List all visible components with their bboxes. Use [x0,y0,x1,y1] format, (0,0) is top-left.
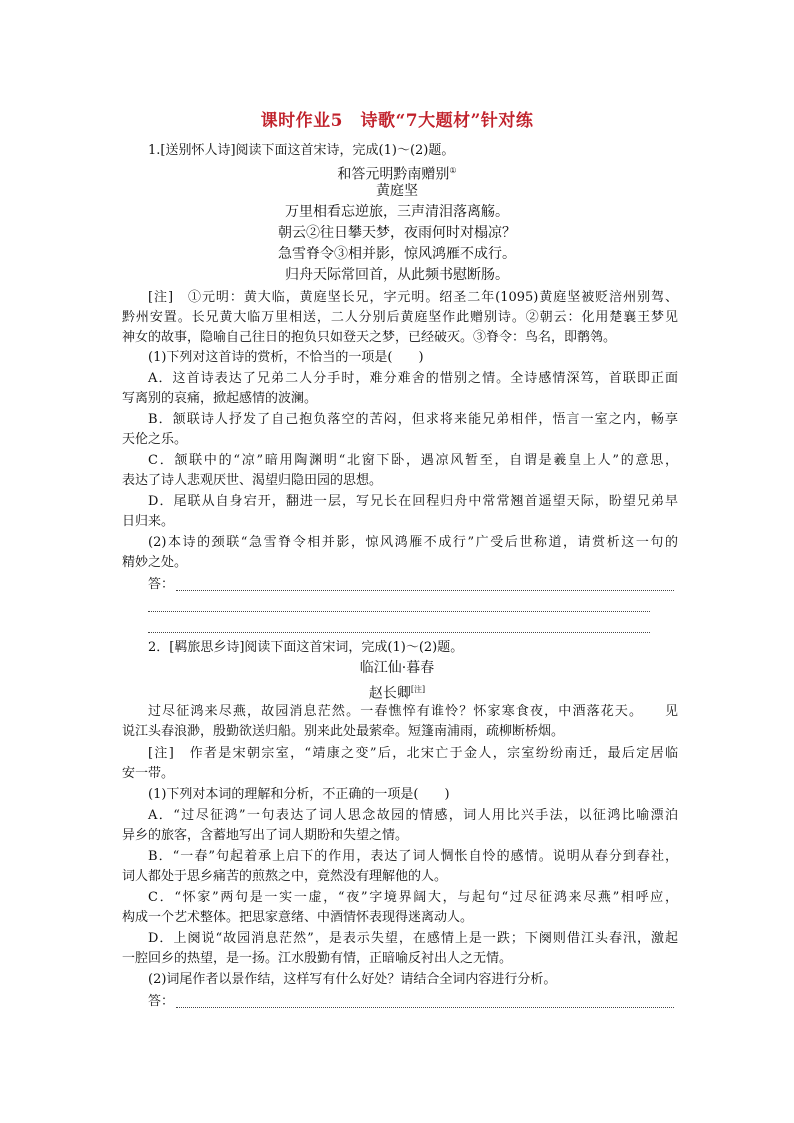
q2-note-line-1: [注] 作者是宋朝宗室，“靖康之变”后，北宋亡于金人，宗室纷纷南迁，最后定居临 [148,746,678,761]
q2-ci-line-1: 过尽征鸿来尽燕，故园消息茫然。一春憔悴有谁怜？怀家寒食夜，中酒落花天。 见 [148,704,678,719]
q2-answer-label: 答： [148,994,175,1009]
q2-author-note: [注] [410,685,426,694]
q2-option-b-1: B．“一春”句起着承上启下的作用，表达了词人惆怅自怜的感情。说明从春分到春社， [148,849,678,864]
q1-poem-line-4: 归舟天际常回首，从此频书慰断肠。 [285,267,509,283]
q2-option-c-2: 构成一个艺术整体。把思家意绪、中酒情怀表现得迷离动人。 [122,910,474,925]
q1-poem-title-text: 和答元明黔南赠别 [337,166,450,183]
q1-option-c-1: C．颔联中的“凉”暗用陶渊明“北窗下卧，遇凉风暂至，自谓是羲皇上人”的意思， [148,453,678,468]
q1-option-b-2: 天伦之乐。 [122,432,188,447]
q2-sub1: (1)下列对本词的理解和分析，不正确的一项是( ) [148,787,450,802]
q1-note-line-2: 黔州安置。长兄黄大临万里相送，二人分别后黄庭坚作此赠别诗。②朝云：化用楚襄王梦见 [122,310,678,325]
page-title: 课时作业5 诗歌“7大题材”针对练 [260,111,534,131]
q2-sub2: (2)词尾作者以景作结，这样写有什么好处？请结合全词内容进行分析。 [148,972,557,987]
q2-option-a-1: A．“过尽征鸿”一句表达了词人思念故园的情感，词人用比兴手法，以征鸿比喻漂泊 [148,808,678,823]
q2-option-d-1: D．上阕说“故园消息茫然”，是表示失望，在感情上是一跌；下阕则借江头春汛，激起 [148,931,678,946]
q1-author: 黄庭坚 [376,183,418,199]
q1-option-d-1: D．尾联从自身宕开，翻进一层，写兄长在回程归舟中常常翘首遥望天际，盼望兄弟早 [148,494,678,509]
q2-answer-line-1[interactable] [176,1007,674,1008]
q1-option-a-2: 写离别的哀痛，掀起感情的波澜。 [122,391,318,406]
q2-ci-line-2: 说江头春浪渺，殷勤欲送归船。别来此处最萦牵。短篷南浦雨，疏柳断桥烟。 [122,724,565,739]
q1-intro: 1.[送别怀人诗]阅读下面这首宋诗，完成(1)～(2)题。 [148,143,455,158]
q1-sub2-line-2: 精妙之处。 [122,555,188,570]
q1-poem-line-3: 急雪脊令③相并影，惊风鸿雁不成行。 [278,246,516,262]
q2-option-c-1: C．“怀家”两句是一实一虚，“夜”字境界阔大，与起句“过尽征鸿来尽燕”相呼应， [148,890,678,905]
q1-option-a-1: A．这首诗表达了兄弟二人分手时，难分难舍的惜别之情。全诗感情深笃，首联即正面 [148,371,678,386]
q1-option-d-2: 日归来。 [122,514,175,529]
q2-option-d-2: 一腔回乡的热望，是一扬。江水殷勤有情，正暗喻反衬出人之无情。 [122,951,513,966]
q1-option-b-1: B．颔联诗人抒发了自己抱负落空的苦闷，但求将来能兄弟相伴，悟言一室之内，畅享 [148,412,678,427]
q2-poem-title: 临江仙·暮春 [359,660,435,676]
q1-option-c-2: 表达了诗人悲观厌世、渴望归隐田园的思想。 [122,473,383,488]
q1-note-line-3: 神女的故事，隐喻自己往日的抱负只如登天之梦，已经破灭。③脊令：鸟名，即鹡鸰。 [122,330,617,345]
q1-poem-title-note: ① [449,166,457,175]
q1-note-line-1: [注] ①元明：黄大临，黄庭坚长兄，字元明。绍圣二年(1095)黄庭坚被贬涪州别驾、 [148,290,678,305]
q1-answer-line-1[interactable] [176,590,674,591]
q1-answer-label: 答： [148,577,175,592]
q2-intro: 2．[羁旅思乡诗]阅读下面这首宋词，完成(1)～(2)题。 [148,640,464,655]
q1-sub2-line-1: (2)本诗的颈联“急雪脊令相并影，惊风鸿雁不成行”广受后世称道，请赏析这一句的 [148,535,678,550]
q2-note-line-2: 安一带。 [122,766,175,781]
q2-author-name: 赵长卿 [368,685,411,702]
q1-poem-line-1: 万里相看忘逆旅，三声清泪落离觞。 [285,204,509,220]
q1-answer-line-2[interactable] [148,611,650,612]
q2-option-b-2: 词人都处于思乡痛苦的煎熬之中，竟然没有理解他的人。 [122,869,448,884]
q1-poem-line-2: 朝云②往日攀天梦，夜雨何时对榻凉？ [278,225,516,241]
q1-answer-line-3[interactable] [148,632,650,633]
q2-option-a-2: 异乡的旅客，含蓄地写出了词人期盼和失望之情。 [122,828,409,843]
q1-sub1: (1)下列对这首诗的赏析，不恰当的一项是( ) [148,350,424,365]
